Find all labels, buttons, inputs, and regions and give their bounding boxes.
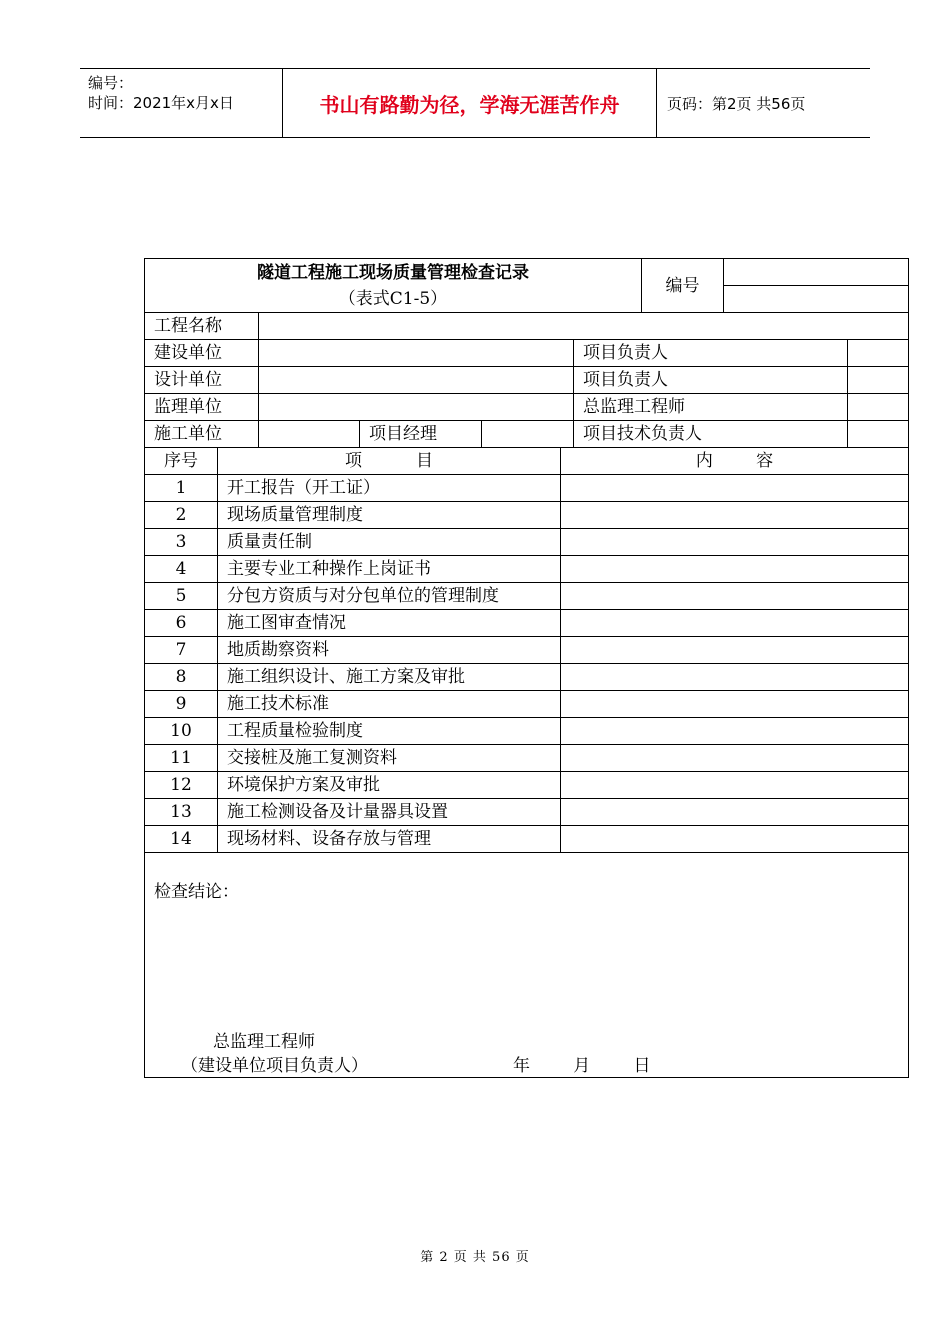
- item-content-field[interactable]: [561, 637, 909, 664]
- item-name: 施工技术标准: [218, 691, 561, 718]
- item-number: 4: [145, 556, 218, 583]
- item-name: 质量责任制: [218, 529, 561, 556]
- construction-leader-signature-label: （建设单位项目负责人）: [181, 1056, 368, 1076]
- item-number: 2: [145, 502, 218, 529]
- item-number: 8: [145, 664, 218, 691]
- table-row: [145, 610, 909, 637]
- supervision-unit-label: 监理单位: [145, 394, 259, 421]
- item-name: 施工组织设计、施工方案及审批: [218, 664, 561, 691]
- content-column-header: 内 容: [561, 448, 909, 475]
- item-content-field[interactable]: [561, 799, 909, 826]
- header-time-label: 时间：2021年x月x日: [88, 94, 234, 112]
- form-title: [145, 259, 642, 313]
- page-header: [80, 68, 870, 138]
- conclusion-label: 检查结论：: [154, 882, 239, 902]
- item-content-field[interactable]: [561, 772, 909, 799]
- item-column-header: 项 目: [218, 448, 561, 475]
- item-number: 10: [145, 718, 218, 745]
- project-name-label: 工程名称: [145, 313, 259, 340]
- item-content-field[interactable]: [561, 475, 909, 502]
- construction-unit-label: 建设单位: [145, 340, 259, 367]
- page-footer: 第 2 页 共 56 页: [420, 1250, 530, 1265]
- item-content-field[interactable]: [561, 745, 909, 772]
- design-leader-field[interactable]: [848, 367, 909, 394]
- table-row: [145, 718, 909, 745]
- conclusion-row: [145, 853, 909, 1078]
- header-page-info: 页码：第2页 共56页: [667, 94, 806, 113]
- item-name: 施工检测设备及计量器具设置: [218, 799, 561, 826]
- inspection-form: [144, 258, 909, 1078]
- chief-supervisor-field[interactable]: [848, 394, 909, 421]
- table-row: [145, 556, 909, 583]
- item-name: 工程质量检验制度: [218, 718, 561, 745]
- table-row: [145, 772, 909, 799]
- items-body: [145, 475, 909, 853]
- form-title-main: 隧道工程施工现场质量管理检查记录: [257, 262, 529, 283]
- item-name: 现场质量管理制度: [218, 502, 561, 529]
- table-row: [145, 637, 909, 664]
- supervision-unit-field[interactable]: [259, 394, 574, 421]
- items-header-row: [145, 448, 909, 475]
- chief-supervisor-label: 总监理工程师: [574, 394, 848, 421]
- design-unit-field[interactable]: [259, 367, 574, 394]
- item-name: 交接桩及施工复测资料: [218, 745, 561, 772]
- project-manager-field[interactable]: [482, 421, 574, 448]
- form-title-row: [145, 259, 909, 286]
- item-content-field[interactable]: [561, 826, 909, 853]
- item-content-field[interactable]: [561, 664, 909, 691]
- form-number-field-2[interactable]: [724, 286, 909, 313]
- item-number: 7: [145, 637, 218, 664]
- item-name: 地质勘察资料: [218, 637, 561, 664]
- item-name: 主要专业工种操作上岗证书: [218, 556, 561, 583]
- item-content-field[interactable]: [561, 583, 909, 610]
- construction-unit-row: [145, 340, 909, 367]
- item-name: 开工报告（开工证）: [218, 475, 561, 502]
- table-row: [145, 826, 909, 853]
- item-content-field[interactable]: [561, 610, 909, 637]
- seq-column-header: 序号: [145, 448, 218, 475]
- project-name-field[interactable]: [259, 313, 909, 340]
- item-name: 环境保护方案及审批: [218, 772, 561, 799]
- supervision-unit-row: [145, 394, 909, 421]
- technical-leader-label: 项目技术负责人: [574, 421, 848, 448]
- design-unit-label: 设计单位: [145, 367, 259, 394]
- construction-unit-field[interactable]: [259, 340, 574, 367]
- item-number: 9: [145, 691, 218, 718]
- item-name: 施工图审查情况: [218, 610, 561, 637]
- header-meta: [80, 69, 282, 137]
- table-row: [145, 799, 909, 826]
- project-leader-field[interactable]: [848, 340, 909, 367]
- item-name: 现场材料、设备存放与管理: [218, 826, 561, 853]
- item-number: 13: [145, 799, 218, 826]
- table-row: [145, 691, 909, 718]
- builder-unit-field[interactable]: [259, 421, 360, 448]
- item-content-field[interactable]: [561, 691, 909, 718]
- form-number-field-1[interactable]: [724, 259, 909, 286]
- table-row: [145, 664, 909, 691]
- design-leader-label: 项目负责人: [574, 367, 848, 394]
- table-row: [145, 745, 909, 772]
- item-number: 5: [145, 583, 218, 610]
- builder-unit-row: [145, 421, 909, 448]
- table-row: [145, 583, 909, 610]
- item-number: 1: [145, 475, 218, 502]
- form-number-label: 编号: [642, 259, 724, 313]
- table-row: [145, 529, 909, 556]
- form-title-code: （表式C1-5）: [338, 288, 448, 309]
- technical-leader-field[interactable]: [848, 421, 909, 448]
- builder-unit-label: 施工单位: [145, 421, 259, 448]
- item-content-field[interactable]: [561, 556, 909, 583]
- table-row: [145, 475, 909, 502]
- item-number: 11: [145, 745, 218, 772]
- project-leader-label: 项目负责人: [574, 340, 848, 367]
- chief-supervisor-signature-label: 总监理工程师: [213, 1032, 315, 1052]
- item-content-field[interactable]: [561, 529, 909, 556]
- item-number: 3: [145, 529, 218, 556]
- item-number: 6: [145, 610, 218, 637]
- project-name-row: [145, 313, 909, 340]
- header-number-label: 编号：: [88, 74, 134, 92]
- item-content-field[interactable]: [561, 718, 909, 745]
- item-name: 分包方资质与对分包单位的管理制度: [218, 583, 561, 610]
- item-number: 14: [145, 826, 218, 853]
- conclusion-cell[interactable]: [145, 853, 909, 1078]
- item-content-field[interactable]: [561, 502, 909, 529]
- project-manager-label: 项目经理: [360, 421, 482, 448]
- item-number: 12: [145, 772, 218, 799]
- table-row: [145, 502, 909, 529]
- header-motto: 书山有路勤为径，学海无涯苦作舟: [282, 69, 657, 137]
- design-unit-row: [145, 367, 909, 394]
- signature-date: 年 月 日: [513, 1056, 651, 1076]
